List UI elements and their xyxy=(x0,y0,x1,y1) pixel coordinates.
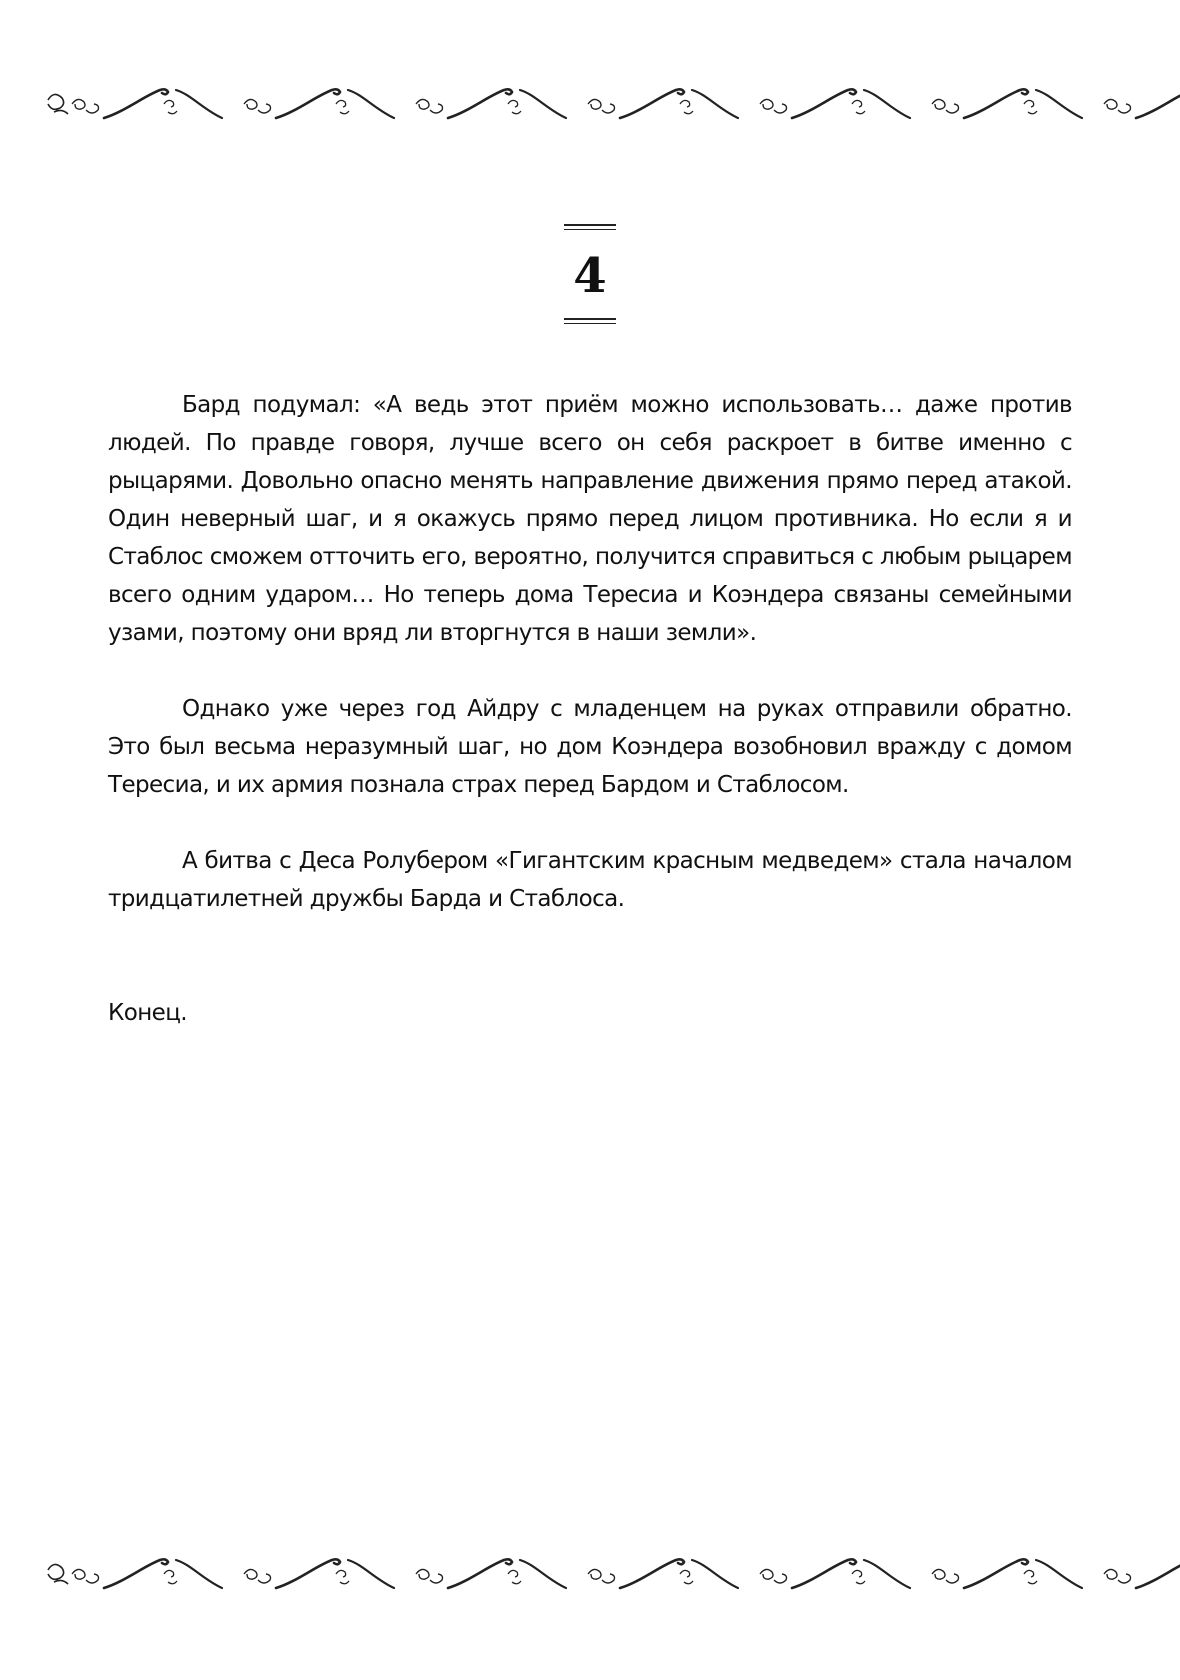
ornament-motif xyxy=(760,1559,910,1588)
leading-flourish xyxy=(48,1564,68,1584)
paragraph-3: А битва с Деса Ролубером «Гигантским красным медведем» стала началом тридцатилетней дружбы Барда и Стаблоса. xyxy=(108,848,1072,912)
scroll-vine-border-icon xyxy=(44,1548,1180,1604)
chapter-rule-bottom xyxy=(564,318,616,324)
ornament-motif xyxy=(72,89,222,118)
ending-text: Конец. xyxy=(108,1000,187,1026)
body-text xyxy=(108,386,1072,1032)
ornament-motif xyxy=(588,1559,738,1588)
ornament-motif xyxy=(416,1559,566,1588)
ornament-motif xyxy=(760,89,910,118)
ornament-motif xyxy=(416,89,566,118)
bottom-ornamental-border xyxy=(44,1548,1180,1604)
paragraph-2: Однако уже через год Айдру с младенцем на руках отправили обратно. Это был весьма неразумный шаг, но дом Коэндера возобновил вражду с домом Тересиа, и их армия познала страх перед Бардом и Стаблосом. xyxy=(108,696,1072,798)
ornament-motif xyxy=(588,89,738,118)
paragraph-1: Бард подумал: «А ведь этот приём можно использовать… даже против людей. По правде говоря, лучше всего он себя раскроет в битве именно с рыцарями. Довольно опасно менять направление движения прямо перед атакой. Один неверный шаг, и я окажусь прямо перед лицом противника. Но если я и Стаблос сможем отточить его, вероятно, получится справиться с любым рыцарем всего одним ударом… Но теперь дома Тересиа и Коэндера связаны семейными узами, поэтому они вряд ли вторгнутся в наши земли». xyxy=(108,392,1072,646)
chapter-heading xyxy=(0,224,1180,324)
ornament-motif xyxy=(72,1559,222,1588)
ornament-motif xyxy=(244,89,394,118)
chapter-number: 4 xyxy=(573,248,607,304)
chapter-rule-top xyxy=(564,224,616,230)
ornament-motif xyxy=(932,1559,1082,1588)
ornament-motif xyxy=(1104,1559,1180,1588)
ornament-motif xyxy=(244,1559,394,1588)
ornament-motif xyxy=(1104,89,1180,118)
scroll-vine-border-icon xyxy=(44,78,1180,134)
leading-flourish xyxy=(48,94,68,114)
top-ornamental-border xyxy=(44,78,1180,134)
ornament-motif xyxy=(932,89,1082,118)
